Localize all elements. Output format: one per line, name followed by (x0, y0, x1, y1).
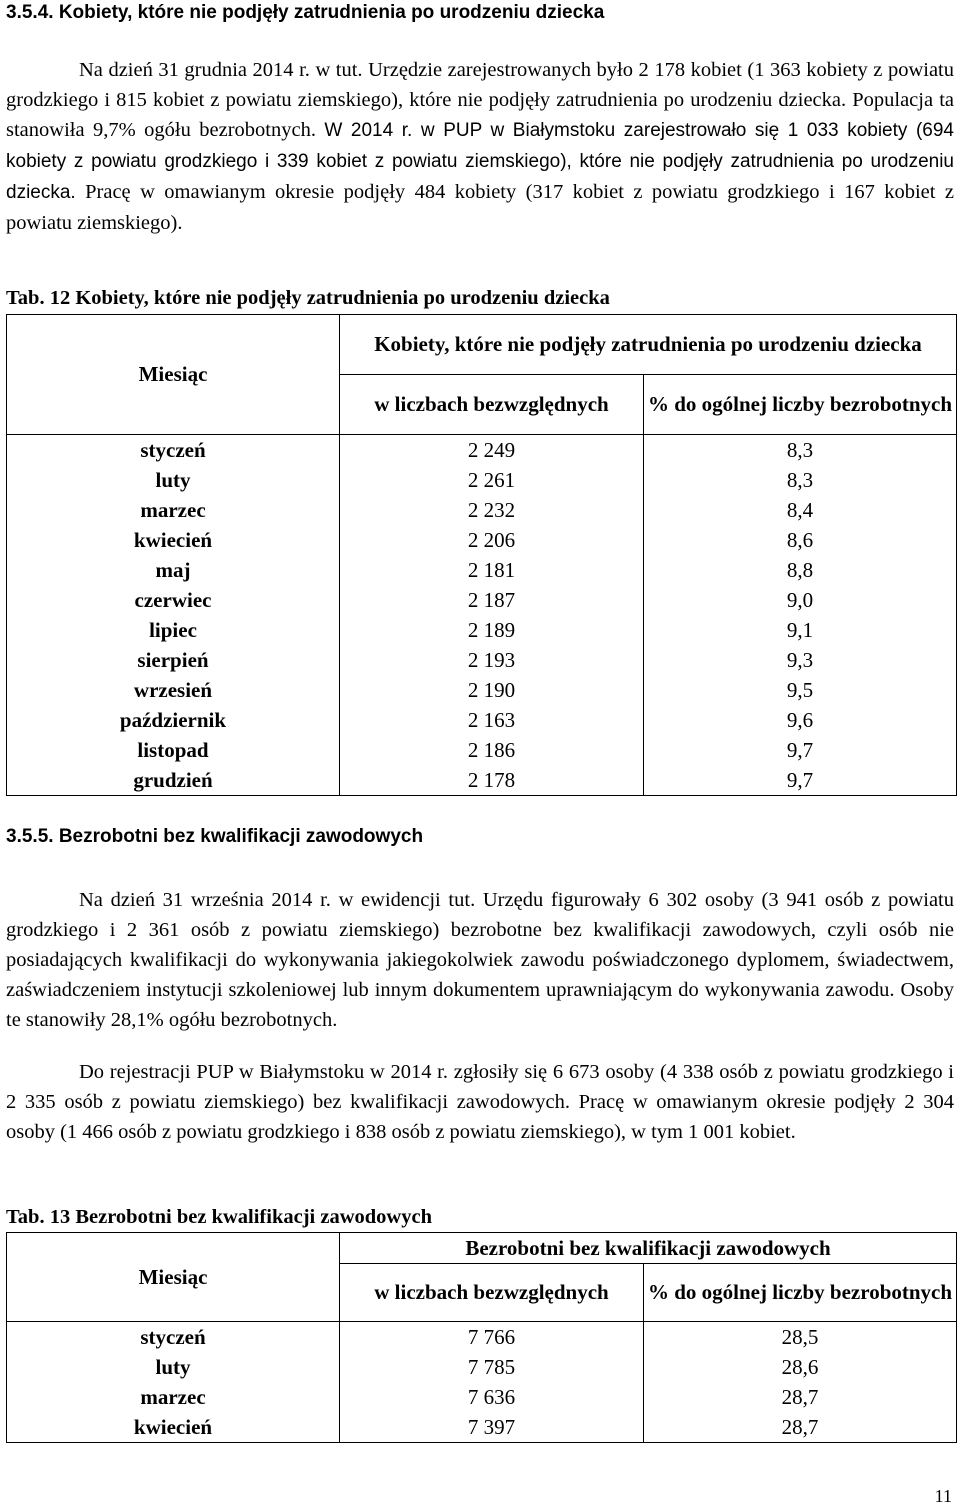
table-row (7, 1382, 957, 1412)
cell-value-abs: 2 249 (340, 435, 644, 466)
table12-header-group: Kobiety, które nie podjęły zatrudnienia po urodzeniu dziecka (340, 315, 957, 375)
cell-value-pct: 8,3 (644, 465, 957, 495)
table13-header-month: Miesiąc (7, 1233, 340, 1322)
cell-value-pct: 9,6 (644, 705, 957, 735)
cell-month: styczeń (7, 435, 340, 466)
table-row (7, 1322, 957, 1353)
cell-month: wrzesień (7, 675, 340, 705)
cell-value-pct: 8,4 (644, 495, 957, 525)
table-row (7, 735, 957, 765)
cell-month: styczeń (7, 1322, 340, 1353)
cell-month: kwiecień (7, 1412, 340, 1443)
table-row (7, 615, 957, 645)
table-row (7, 645, 957, 675)
table12-header-month: Miesiąc (7, 315, 340, 435)
table-row (7, 495, 957, 525)
cell-value-pct: 28,7 (644, 1412, 957, 1443)
cell-value-pct: 28,6 (644, 1352, 957, 1382)
cell-value-abs: 2 190 (340, 675, 644, 705)
cell-value-pct: 9,7 (644, 765, 957, 796)
table-row (7, 675, 957, 705)
cell-value-pct: 9,3 (644, 645, 957, 675)
paragraph-354-part1: Na dzień 31 grudnia 2014 r. w tut. Urzędzie zarejestrowanych było 2 178 kobiet (1 363 kobiety z powiatu grodzkiego i 815 kobiet z powiatu ziemskiego), które nie podjęły zatrudnienia po urodzeniu dziecka. Populacja ta stanowiła 9,7% ogółu bezrobotnych. (6, 59, 954, 141)
table-row (7, 1412, 957, 1443)
table-row (7, 1352, 957, 1382)
table-row (7, 465, 957, 495)
cell-month: październik (7, 705, 340, 735)
cell-month: grudzień (7, 765, 340, 796)
paragraph-355-1 (6, 885, 954, 1035)
table12-caption: Tab. 12 Kobiety, które nie podjęły zatrudnienia po urodzeniu dziecka (6, 287, 610, 309)
paragraph-354 (6, 55, 954, 238)
paragraph-355-2-text: Do rejestracji PUP w Białymstoku w 2014 r. zgłosiły się 6 673 osoby (4 338 osób z powiatu grodzkiego i 2 335 osób z powiatu ziemskiego) bez kwalifikacji zawodowych. Pracę w omawianym okresie podjęły 2 304 osoby (1 466 osób z powiatu grodzkiego i 838 osób z powiatu ziemskiego), w tym 1 001 kobiet. (6, 1061, 954, 1143)
table13-body (7, 1322, 957, 1443)
table-row (7, 705, 957, 735)
cell-value-abs: 7 785 (340, 1352, 644, 1382)
table-row (7, 585, 957, 615)
cell-value-pct: 8,3 (644, 435, 957, 466)
table12-header-abs: w liczbach bezwzględnych (340, 375, 644, 435)
table13-caption: Tab. 13 Bezrobotni bez kwalifikacji zawodowych (6, 1206, 432, 1228)
cell-value-abs: 2 206 (340, 525, 644, 555)
cell-month: sierpień (7, 645, 340, 675)
cell-month: luty (7, 1352, 340, 1382)
cell-month: czerwiec (7, 585, 340, 615)
table13-header-group: Bezrobotni bez kwalifikacji zawodowych (340, 1233, 957, 1264)
paragraph-354-part3: Pracę w omawianym okresie podjęły 484 kobiety (317 kobiet z powiatu grodzkiego i 167 kobiet z powiatu ziemskiego). (6, 181, 954, 234)
section-heading-354: 3.5.4. Kobiety, które nie podjęły zatrudnienia po urodzeniu dziecka (6, 2, 605, 23)
cell-value-abs: 2 232 (340, 495, 644, 525)
cell-value-pct: 8,6 (644, 525, 957, 555)
table-row (7, 765, 957, 796)
page-number: 11 (934, 1486, 952, 1506)
cell-value-pct: 9,1 (644, 615, 957, 645)
cell-value-abs: 2 261 (340, 465, 644, 495)
paragraph-355-2 (6, 1057, 954, 1147)
table13-header-pct: % do ogólnej liczby bezrobotnych (644, 1264, 957, 1322)
cell-value-abs: 2 181 (340, 555, 644, 585)
cell-value-abs: 2 187 (340, 585, 644, 615)
cell-value-pct: 9,0 (644, 585, 957, 615)
cell-value-abs: 2 163 (340, 705, 644, 735)
cell-value-abs: 2 193 (340, 645, 644, 675)
cell-value-pct: 28,7 (644, 1382, 957, 1412)
table12 (6, 314, 957, 796)
cell-value-abs: 2 189 (340, 615, 644, 645)
table-row (7, 435, 957, 466)
cell-month: listopad (7, 735, 340, 765)
table12-header-pct: % do ogólnej liczby bezrobotnych (644, 375, 957, 435)
table12-body (7, 435, 957, 796)
cell-month: luty (7, 465, 340, 495)
cell-month: kwiecień (7, 525, 340, 555)
paragraph-354-part2: W 2014 r. w PUP w Białymstoku zarejestrowało się 1 033 kobiety (694 kobiety z powiatu grodzkiego i 339 kobiet z powiatu ziemskiego), które nie podjęły zatrudnienia po urodzeniu dziecka. (6, 120, 954, 203)
table-row (7, 555, 957, 585)
paragraph-355-1-text: Na dzień 31 września 2014 r. w ewidencji tut. Urzędu figurowały 6 302 osoby (3 941 osób z powiatu grodzkiego i 2 361 osób z powiatu ziemskiego) bezrobotne bez kwalifikacji zawodowych, czyli osób nie posiadających kwalifikacji do wykonywania jakiegokolwiek zawodu poświadczonego dyplomem, świadectwem, zaświadczeniem instytucji szkoleniowej lub innym dokumentem uprawniającym do wykonywania zawodu. Osoby te stanowiły 28,1% ogółu bezrobotnych. (6, 889, 954, 1031)
section-heading-355: 3.5.5. Bezrobotni bez kwalifikacji zawodowych (6, 826, 424, 847)
cell-value-pct: 8,8 (644, 555, 957, 585)
cell-value-pct: 9,5 (644, 675, 957, 705)
cell-value-abs: 7 636 (340, 1382, 644, 1412)
cell-value-pct: 28,5 (644, 1322, 957, 1353)
cell-month: maj (7, 555, 340, 585)
cell-value-abs: 7 397 (340, 1412, 644, 1443)
cell-value-pct: 9,7 (644, 735, 957, 765)
table13-header-abs: w liczbach bezwzględnych (340, 1264, 644, 1322)
cell-month: marzec (7, 1382, 340, 1412)
table-row (7, 525, 957, 555)
cell-value-abs: 7 766 (340, 1322, 644, 1353)
table13 (6, 1232, 957, 1443)
cell-value-abs: 2 178 (340, 765, 644, 796)
cell-value-abs: 2 186 (340, 735, 644, 765)
cell-month: marzec (7, 495, 340, 525)
cell-month: lipiec (7, 615, 340, 645)
